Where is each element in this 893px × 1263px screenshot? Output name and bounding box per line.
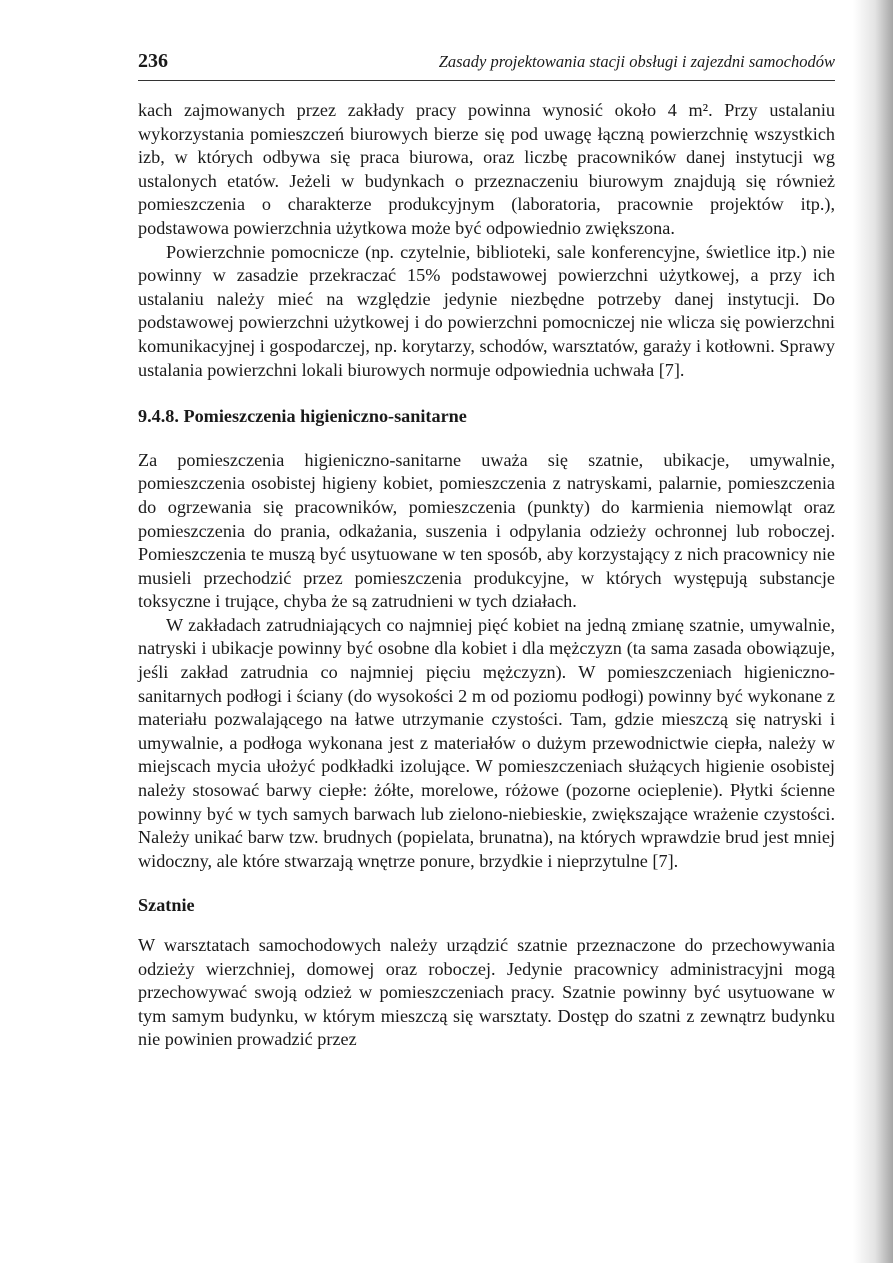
paragraph: Za pomieszczenia higieniczno-sanitarne uważa się szatnie, ubikacje, umywalnie, pomieszczenia osobistej higieny kobiet, pomieszczenia z natryskami, palarnie, pomieszczenia do ogrzewania się pracowników, pomieszczenia (punkty) do karmienia niemowląt oraz pomieszczenia do prania, odkażania, suszenia i odpylania odzieży ochronnej lub roboczej. Pomieszczenia te muszą być usytuowane w ten sposób, aby korzystający z nich pracownicy nie musieli przechodzić przez pomieszczenia produkcyjne, w których występują substancje toksyczne i trujące, chyba że są zatrudnieni w tych działach. [138, 449, 835, 612]
subsection-heading: Szatnie [138, 895, 195, 916]
running-header [138, 50, 835, 81]
page-number: 236 [138, 50, 168, 72]
body-text [138, 99, 835, 1052]
paragraph: W zakładach zatrudniających co najmniej pięć kobiet na jedną zmianę szatnie, umywalnie, natryski i ubikacje powinny być osobne dla kobiet i dla mężczyzn (ta sama zasada obowiązuje, jeśli zakład zatrudnia co najmniej pięciu mężczyzn). W pomieszczeniach higieniczno-sanitarnych podłogi i ściany (do wysokości 2 m od poziomu podłogi) powinny być wykonane z materiału pozwalającego na łatwe utrzymanie czystości. Tam, gdzie mieszczą się natryski i umywalnie, a podłoga wykonana jest z materiałów o dużym przewodnictwie ciepła, należy w miejscach mycia ułożyć podkładki izolujące. W pomieszczeniach służących higienie osobistej należy stosować barwy ciepłe: żółte, morelowe, różowe (pozorne ocieplenie). Płytki ścienne powinny być w tych samych barwach lub zielono-niebieskie, zwiększające wrażenie czystości. Należy unikać barw tzw. brudnych (popielata, brunatna), na których wprawdzie brud jest mniej widoczny, ale które stwarzają wnętrze ponure, brzydkie i nieprzytulne [7]. [138, 614, 835, 871]
page-edge-shadow [853, 0, 893, 1263]
paragraph: W warsztatach samochodowych należy urządzić szatnie przeznaczone do przechowywania odzieży wierzchniej, domowej oraz roboczej. Jedynie pracownicy administracyjni mogą przechowywać swoją odzież w pomieszczeniach pracy. Szatnie powinny być usytuowane w tym samym budynku, w którym mieszczą się warsztaty. Dostęp do szatni z zewnątrz budynku nie powinien prowadzić przez [138, 935, 835, 1050]
running-title: Zasady projektowania stacji obsługi i zajezdni samochodów [438, 52, 835, 71]
paragraph: Powierzchnie pomocnicze (np. czytelnie, biblioteki, sale konferencyjne, świetlice itp.) nie powinny w zasadzie przekraczać 15% podstawowej powierzchni użytkowej, a przy ich ustalaniu należy mieć na względzie jedynie niezbędne potrzeby danej instytucji. Do podstawowej powierzchni użytkowej i do powierzchni pomocniczej nie wlicza się powierzchni komunikacyjnej i gospodarczej, np. korytarzy, schodów, warsztatów, garaży i kotłowni. Sprawy ustalania powierzchni lokali biurowych normuje odpowiednia uchwała [7]. [138, 241, 835, 380]
paragraph: kach zajmowanych przez zakłady pracy powinna wynosić około 4 m². Przy ustalaniu wykorzystania pomieszczeń biurowych bierze się pod uwagę łączną powierzchnię wszystkich izb, w których odbywa się praca biurowa, oraz liczbę pracowników danej instytucji wg ustalonych etatów. Jeżeli w budynkach o przeznaczeniu biurowym znajdują się również pomieszczenia o charakterze produkcyjnym (laboratoria, pracownie projektów itp.), podstawowa powierzchnia użytkowa może być odpowiednio zwiększona. [138, 100, 835, 238]
book-page [138, 50, 835, 1052]
section-heading: 9.4.8. Pomieszczenia higieniczno-sanitarne [138, 406, 467, 427]
